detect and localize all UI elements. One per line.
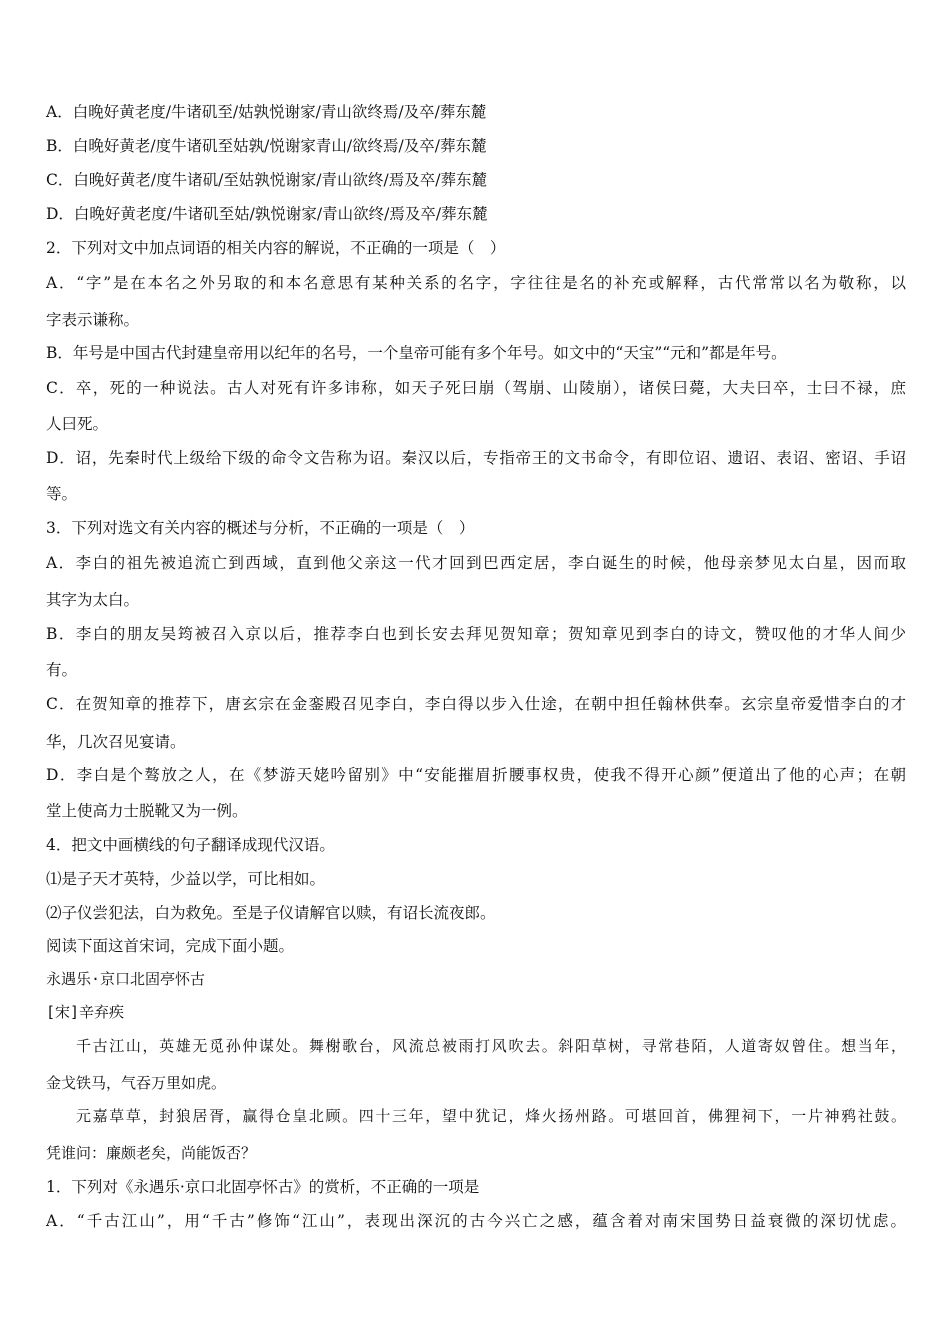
q3-option-d-line2: 堂上使高力士脱靴又为一例。 <box>46 802 248 820</box>
poem-q1-stem: 1．下列对《永遇乐·京口北固亭怀古》的赏析，不正确的一项是 <box>46 1178 480 1196</box>
q3-option-d-line1: D．李白是个骜放之人，在《梦游天姥吟留别》中“安能摧眉折腰事权贵，使我不得开心颜”便道出了他的心声；在朝 <box>46 766 906 784</box>
q2-option-b: B．年号是中国古代封建皇帝用以纪年的名号，一个皇帝可能有多个年号。如文中的“天宝”“元和”都是年号。 <box>46 344 787 362</box>
q2-option-d-line2: 等。 <box>46 485 78 503</box>
q3-stem: 3．下列对选文有关内容的概述与分析，不正确的一项是（ ） <box>46 519 475 537</box>
poem-instruction: 阅读下面这首宋词，完成下面小题。 <box>46 937 295 955</box>
poem-stanza2-line2: 凭谁问：廉颇老矣，尚能饭否？ <box>46 1144 257 1162</box>
q3-option-a-line1: A．李白的祖先被追流亡到西域，直到他父亲这一代才回到巴西定居，李白诞生的时候，他母亲梦见太白星，因而取 <box>46 554 906 572</box>
poem-author: [宋]辛弃疾 <box>46 1003 125 1021</box>
q1-option-b: B．白晚好黄老/度牛诸矶至姑孰/悦谢家青山/欲终焉/及卒/葬东麓 <box>46 137 487 155</box>
poem-title: 永遇乐·京口北固亭怀古 <box>46 970 206 988</box>
poem-q1-option-a: A．“千古江山”，用“千古”修饰“江山”，表现出深沉的古今兴亡之感，蕴含着对南宋国势日益衰微的深切忧虑。 <box>46 1212 906 1230</box>
q4-stem: 4．把文中画横线的句子翻译成现代汉语。 <box>46 836 335 854</box>
q2-option-a-line1: A．“字”是在本名之外另取的和本名意思有某种关系的名字，字往往是名的补充或解释，古代常常以名为敬称，以 <box>46 274 906 292</box>
q4-sentence-1: ⑴是子天才英特，少益以学，可比相如。 <box>46 870 326 888</box>
q2-option-a-line2: 字表示谦称。 <box>46 311 140 329</box>
q1-option-a: A．白晚好黄老度/牛诸矶至/姑孰悦谢家/青山欲终焉/及卒/葬东麓 <box>46 103 487 121</box>
q2-option-d-line1: D．诏，先秦时代上级给下级的命令文告称为诏。秦汉以后，专指帝王的文书命令，有即位诏、遗诏、表诏、密诏、手诏 <box>46 449 906 467</box>
q3-option-a-line2: 其字为太白。 <box>46 591 140 609</box>
poem-stanza2-line1: 元嘉草草，封狼居胥，赢得仓皇北顾。四十三年，望中犹记，烽火扬州路。可堪回首，佛狸祠下，一片神鸦社鼓。 <box>76 1107 906 1125</box>
poem-stanza1-line2: 金戈铁马，气吞万里如虎。 <box>46 1074 227 1092</box>
q2-option-c-line2: 人曰死。 <box>46 415 109 433</box>
q2-option-c-line1: C．卒，死的一种说法。古人对死有许多讳称，如天子死曰崩（驾崩、山陵崩），诸侯曰薨，大夫曰卒，士曰不禄，庶 <box>46 379 906 397</box>
q3-option-c-line2: 华，几次召见宴请。 <box>46 733 186 751</box>
q3-option-c-line1: C．在贺知章的推荐下，唐玄宗在金銮殿召见李白，李白得以步入仕途，在朝中担任翰林供奉。玄宗皇帝爱惜李白的才 <box>46 695 906 713</box>
q3-option-b-line1: B．李白的朋友吴筠被召入京以后，推荐李白也到长安去拜见贺知章；贺知章见到李白的诗文，赞叹他的才华人间少 <box>46 625 906 643</box>
q3-option-b-line2: 有。 <box>46 661 78 679</box>
q1-option-d: D．白晚好黄老度/牛诸矶至姑/孰悦谢家/青山欲终/焉及卒/葬东麓 <box>46 205 488 223</box>
q4-sentence-2: ⑵子仪尝犯法，白为救免。至是子仪请解官以赎，有诏长流夜郎。 <box>46 904 496 922</box>
q2-stem: 2．下列对文中加点词语的相关内容的解说，不正确的一项是（ ） <box>46 239 506 257</box>
poem-stanza1-line1: 千古江山，英雄无觅孙仲谋处。舞榭歌台，风流总被雨打风吹去。斜阳草树，寻常巷陌，人道寄奴曾住。想当年， <box>76 1037 906 1055</box>
q1-option-c: C．白晚好黄老/度牛诸矶/至姑孰悦谢家/青山欲终/焉及卒/葬东麓 <box>46 171 487 189</box>
